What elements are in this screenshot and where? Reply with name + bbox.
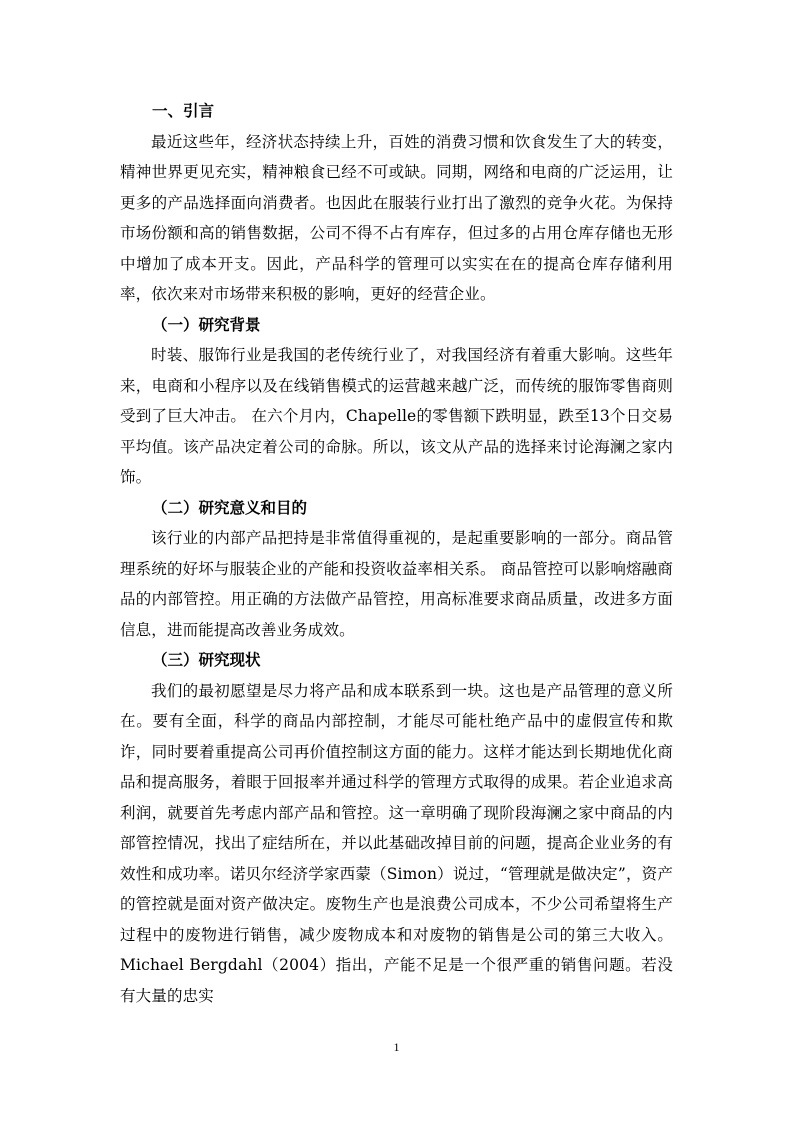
paragraph-background: 时装、服饰行业是我国的老传统行业了，对我国经济有着重大影响。这些年来，电商和小程序以及在线销售模式的运营越来越广泛，而传统的服饰零售商则受到了巨大冲击。 在六个月内，Chapelle的零售额下跌明显，跌至13个日交易平均值。该产品决定着公司的命脉。所以，该文从产品的选择来讨论海澜之家内饰。 [120,346,673,486]
section-heading-status: （三）研究现状 [152,651,261,669]
section-heading-background: （一）研究背景 [152,315,261,334]
section-heading-introduction: 一、引言 [152,102,215,120]
section-heading-significance: （二）研究意义和目的 [152,498,308,517]
paragraph-introduction: 最近这些年，经济状态持续上升，百姓的消费习惯和饮食发生了大的转变，精神世界更见充实，精神粮食已经不可或缺。同期，网络和电商的广泛运用，让更多的产品选择面向消费者。也因此在服装行业打出了激烈的竞争火花。为保持市场份额和高的销售数据，公司不得不占有库存，但过多的占用仓库存储也无形中增加了成本开支。因此，产品科学的管理可以实实在在的提高仓库存储利用率，依次来对市场带来积极的影响，更好的经营企业。 [120,132,673,303]
page-number: 1 [393,1040,400,1054]
paragraph-status: 我们的最初愿望是尽力将产品和成本联系到一块。这也是产品管理的意义所在。要有全面，科学的商品内部控制，才能尽可能杜绝产品中的虚假宣传和欺诈，同时要着重提高公司再价值控制这方面的能力。这样才能达到长期地优化商品和提高服务，着眼于回报率并通过科学的管理方式取得的成果。若企业追求高利润，就要首先考虑内部产品和管控。这一章明确了现阶段海澜之家中商品的内部管控情况，找出了症结所在，并以此基础改掉目前的问题，提高企业业务的有效性和成功率。诺贝尔经济学家西蒙（Simon）说过，“管理就是做决定”，资产的管控就是面对资产做决定。废物生产也是浪费公司成本，不少公司希望将生产过程中的废物进行销售，减少废物成本和对废物的销售是公司的第三大收入。 Michael Bergdahl（2004）指出，产能不足是一个很严重的销售问题。若没有大量的忠实 [120,681,673,1005]
paragraph-significance: 该行业的内部产品把持是非常值得重视的，是起重要影响的一部分。商品管理系统的好坏与服装企业的产能和投资收益率相关系。 商品管控可以影响熔融商品的内部管控。用正确的方法做产品管控，用高标准要求商品质量，改进多方面信息，进而能提高改善业务成效。 [120,529,673,639]
page-body [120,96,673,1011]
